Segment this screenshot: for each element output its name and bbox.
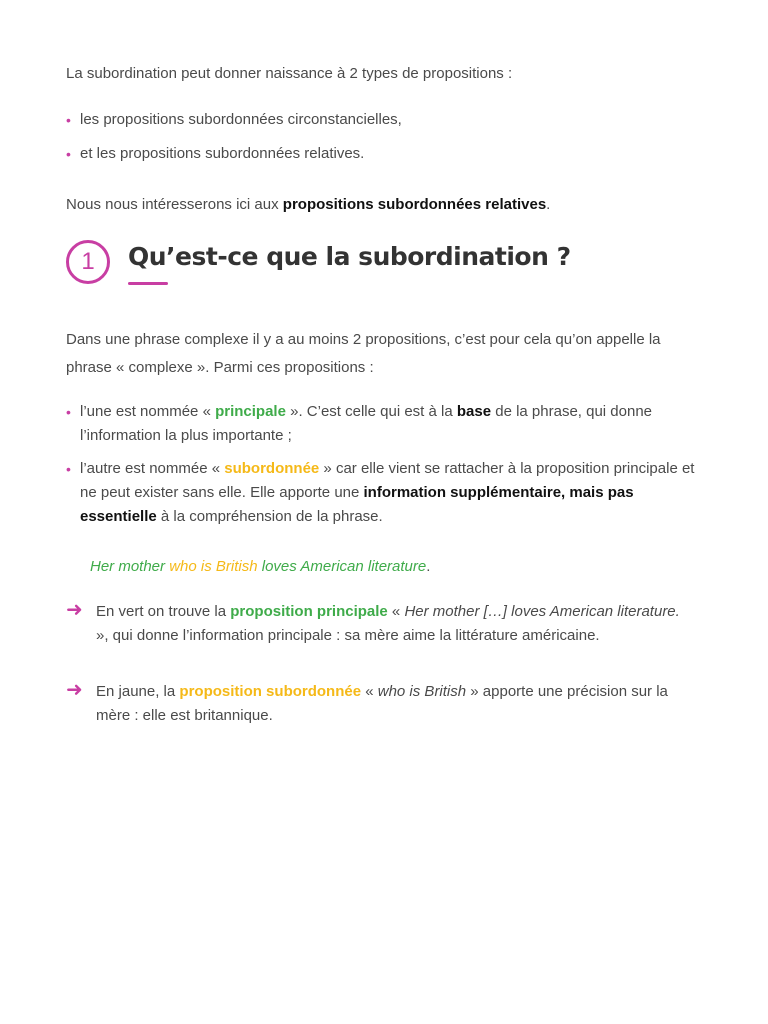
- quote: who is British: [377, 683, 467, 700]
- list-item-text: et les propositions subordonnées relatives.: [80, 145, 365, 162]
- text: ». C’est celle qui est à la: [285, 403, 457, 420]
- bullet-icon: •: [66, 461, 71, 477]
- list-item-principale: [66, 400, 700, 448]
- text: » car elle vient se rattacher à la proposition principale et ne peut exister sans elle. Elle apporte une: [80, 460, 695, 501]
- text: l’autre est nommée «: [80, 460, 225, 477]
- highlight-subordonnee: subordonnée: [224, 460, 320, 477]
- paragraph: Dans une phrase complexe il y a au moins 2 propositions, c’est pour cela qu’on appelle la phrase « complexe ». Parmi ces propositions :: [66, 331, 661, 376]
- highlight-principale: proposition principale: [230, 603, 388, 620]
- list-item-text: les propositions subordonnées circonstancielles,: [80, 111, 402, 128]
- focus-prefix: Nous nous intéresserons ici aux: [66, 196, 283, 213]
- focus-sentence: [66, 194, 550, 216]
- highlight-principale: principale: [215, 403, 286, 420]
- example-part: Her mother: [90, 558, 170, 575]
- text: En vert on trouve la: [96, 603, 231, 620]
- text: En jaune, la: [96, 683, 180, 700]
- bullet-icon: •: [66, 112, 71, 128]
- example-end: .: [426, 558, 431, 575]
- text: l’une est nommée «: [80, 403, 216, 420]
- intro-text: La subordination peut donner naissance à 2 types de propositions :: [66, 65, 513, 82]
- example-part: loves American literature: [257, 558, 427, 575]
- focus-suffix: .: [546, 196, 551, 213]
- text: à la compréhension de la phrase.: [156, 508, 383, 525]
- section-heading: [66, 240, 706, 290]
- bullet-icon: •: [66, 146, 71, 162]
- bold-info: information supplémentaire, mais pas essentielle: [80, 484, 634, 525]
- highlight-subordonnee: proposition subordonnée: [179, 683, 362, 700]
- text: de la phrase, qui donne l’information la plus importante ;: [80, 403, 653, 444]
- section-title: Qu’est-ce que la subordination ?: [128, 242, 571, 271]
- text: », qui donne l’information principale : sa mère aime la littérature américaine.: [96, 627, 600, 644]
- text: «: [387, 603, 405, 620]
- bullet-icon: •: [66, 404, 71, 420]
- list-item-subordonnee: [66, 457, 700, 529]
- title-underline: [128, 282, 168, 285]
- bold-base: base: [456, 403, 492, 420]
- section-number-badge: 1: [66, 240, 110, 284]
- arrow-right-icon: ➜: [66, 599, 83, 621]
- text: » apporte une précision sur la mère : elle est britannique.: [96, 683, 668, 724]
- example-sentence: [90, 556, 430, 578]
- quote: Her mother […] loves American literature.: [404, 603, 680, 620]
- list-item: [66, 108, 402, 132]
- text: «: [361, 683, 378, 700]
- focus-bold: propositions subordonnées relatives: [282, 196, 547, 213]
- example-subordinate: who is British: [169, 558, 258, 575]
- explanation-yellow: [66, 679, 696, 728]
- arrow-right-icon: ➜: [66, 679, 83, 701]
- explanation-green: [66, 599, 696, 648]
- list-item: [66, 142, 365, 166]
